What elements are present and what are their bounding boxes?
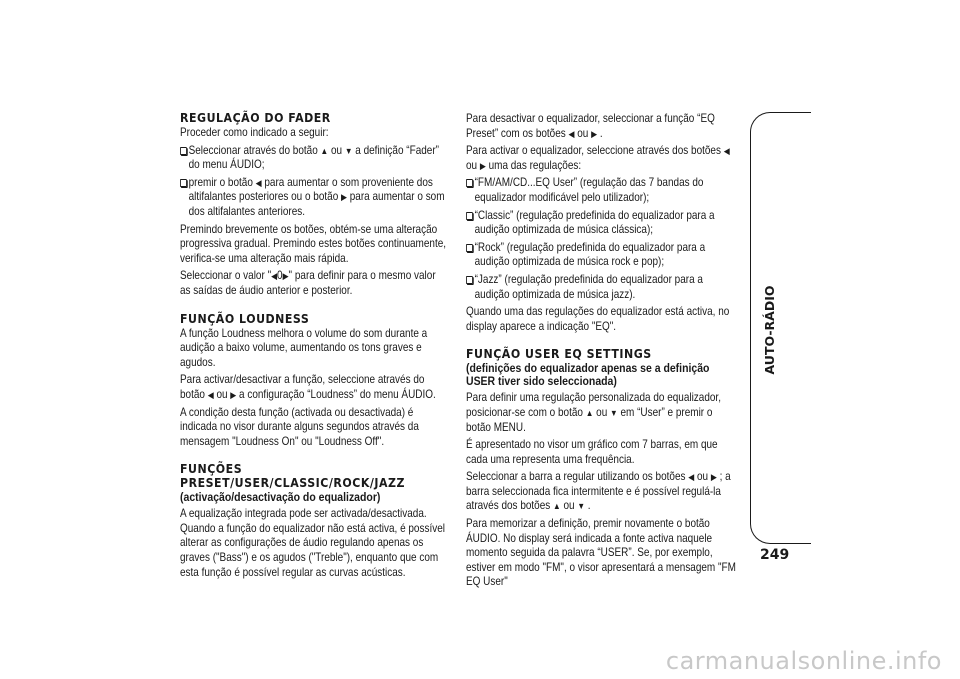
checkbox-bullet-icon	[180, 147, 187, 155]
eq-bullet-3: “Rock” (regulação predefinida do equalizador para a audição optimizada de música rock e pop);	[466, 241, 739, 270]
right-arrow-icon: ▶	[341, 192, 347, 203]
eq-paragraph-2: Para activar o equalizador, seleccione através dos botões ◀ ou ▶ uma das regulações:	[466, 144, 730, 172]
left-arrow-icon: ◀	[688, 472, 695, 483]
user-eq-paragraph-3: Seleccionar a barra a regular utilizando os botões ◀ ou ▶ ; a barra seleccionada fica intermitente e é possível regulá-la através dos botões ▲ ou ▼ .	[466, 470, 731, 513]
fader-paragraph-2: Seleccionar o valor "◀0▶" para definir para o mesmo valor as saídas de áudio anterior e posterior.	[180, 269, 436, 297]
preset-heading-line-1: FUNÇÕES	[180, 462, 243, 478]
down-arrow-icon: ▼	[577, 501, 586, 512]
down-arrow-icon: ▼	[344, 145, 353, 156]
fader-bullet-1: Seleccionar através do botão ▲ ou ▼ a definição “Fader” do menu ÁUDIO;	[180, 144, 448, 173]
user-eq-subheading: (definições do equalizador apenas se a definição USER tiver sido seleccionada)	[466, 361, 710, 389]
right-arrow-icon: ▶	[710, 472, 717, 483]
eq-bullet-4: “Jazz” (regulação predefinida do equalizador para a audição optimizada de música jazz).	[466, 273, 739, 302]
up-arrow-icon: ▲	[320, 145, 329, 156]
left-arrow-icon: ◀	[723, 146, 730, 157]
checkbox-bullet-icon	[466, 212, 473, 220]
eq-bullet-2: “Classic” (regulação predefinida do equalizador para a audição optimizada de música clássica);	[466, 209, 739, 238]
page-number: 249	[760, 547, 790, 563]
eq-paragraph-1: Para desactivar o equalizador, seleccionar a função “EQ Preset” com os botões ◀ ou ▶ .	[466, 112, 715, 140]
loudness-paragraph-1: A função Loudness melhora o volume do som durante a audição a baixo volume, aumentando os tons graves e agudos.	[180, 326, 428, 369]
left-arrow-icon: ◀	[568, 128, 575, 139]
checkbox-bullet-icon	[466, 179, 473, 187]
preset-subheading: (activação/desactivação do equalizador)	[180, 490, 381, 505]
preset-paragraph-1: A equalização integrada pode ser activada/desactivada. Quando a função do equalizador não está activa, é possível alterar as configurações de áudio regulando apenas os graves ("Bass") e os agudos ("Treble"), enquanto que com esta função é possível regular as curvas acústicas.	[180, 507, 445, 579]
down-arrow-icon: ▼	[610, 407, 618, 418]
user-eq-paragraph-1: Para definir uma regulação personalizada do equalizador, posicionar-se com o botão ▲ ou ▼ em “User” e premir o botão MENU.	[466, 391, 721, 434]
checkbox-bullet-icon	[466, 276, 473, 284]
left-column	[180, 112, 448, 583]
section-tab	[750, 112, 811, 544]
fader-bullet-2: premir o botão ◀ para aumentar o som proveniente dos altifalantes posteriores ou o botão ▶ para aumentar o som dos altifalantes anteriores.	[180, 176, 448, 220]
fader-paragraph-1: Premindo brevemente os botões, obtém-se uma alteração progressiva gradual. Premindo estes botões continuamente, verifica-se uma alteração mais rápida.	[180, 222, 447, 265]
right-arrow-icon: ▶	[230, 389, 237, 400]
eq-paragraph-3: Quando uma das regulações do equalizador está activa, no display aparece a indicação "EQ".	[466, 305, 730, 333]
fader-heading: REGULAÇÃO DO FADER	[180, 111, 331, 126]
right-column	[466, 112, 739, 593]
eq-bullet-1: “FM/AM/CD...EQ User” (regulação das 7 bandas do equalizador modificável pelo utilizador);	[466, 176, 739, 205]
left-arrow-icon: ◀	[271, 271, 278, 282]
loudness-paragraph-3: A condição desta função (activada ou desactivada) é indicada no visor durante alguns segundos através da mensagem "Loudness On" ou "Loudness Off".	[180, 405, 419, 448]
loudness-heading: FUNÇÃO LOUDNESS	[180, 311, 310, 327]
user-eq-heading: FUNÇÃO USER EQ SETTINGS	[466, 347, 652, 363]
checkbox-bullet-icon	[180, 179, 187, 187]
up-arrow-icon: ▲	[585, 407, 594, 418]
watermark: carmanualsonline.info	[665, 647, 942, 675]
fader-intro: Proceder como indicado a seguir:	[180, 126, 329, 139]
left-arrow-icon: ◀	[207, 389, 214, 400]
up-arrow-icon: ▲	[553, 501, 561, 512]
loudness-paragraph-2: Para activar/desactivar a função, seleccione através do botão ◀ ou ▶ a configuração “Loudness” do menu ÁUDIO.	[180, 373, 436, 401]
right-arrow-icon: ▶	[479, 160, 486, 171]
right-arrow-icon: ▶	[591, 128, 598, 139]
preset-heading-line-2: PRESET/USER/CLASSIC/ROCK/JAZZ	[180, 476, 406, 492]
checkbox-bullet-icon	[466, 244, 473, 252]
left-arrow-icon: ◀	[255, 177, 262, 188]
right-arrow-icon: ▶	[282, 271, 289, 282]
user-eq-paragraph-4: Para memorizar a definição, premir novamente o botão ÁUDIO. No display será indicada a fonte activa naquele momento seguida da palavra “USER”. Se, por exemplo, estiver em modo "FM", o visor apresentará a mensagem "FM EQ User"	[466, 517, 736, 589]
user-eq-paragraph-2: É apresentado no visor um gráfico com 7 barras, em que cada uma representa uma frequência.	[466, 438, 718, 466]
